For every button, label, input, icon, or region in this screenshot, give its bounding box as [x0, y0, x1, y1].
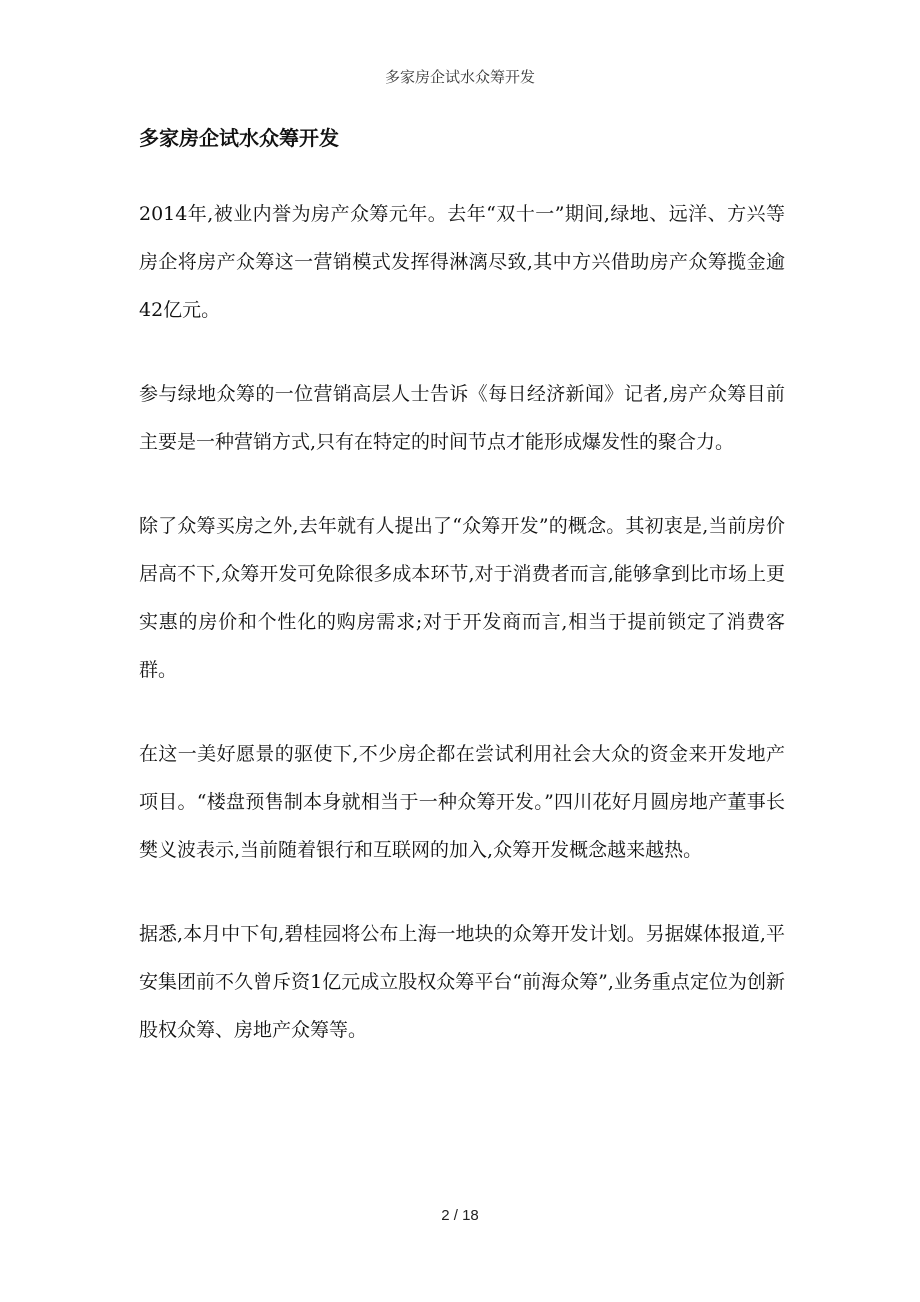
paragraph-2: 参与绿地众筹的一位营销高层人士告诉《每日经济新闻》记者,房产众筹目前主要是一种营销方式,只有在特定的时间节点才能形成爆发性的聚合力。: [139, 383, 785, 453]
running-header: 多家房企试水众筹开发: [384, 68, 535, 86]
paragraph-1: 2014年,被业内誉为房产众筹元年。去年“双十一”期间,绿地、远洋、方兴等房企将房产众筹这一营销模式发挥得淋漓尽致,其中方兴借助房产众筹揽金逾42亿元。: [139, 203, 785, 321]
paragraph-5: 据悉,本月中下旬,碧桂园将公布上海一地块的众筹开发计划。另据媒体报道,平安集团前不久曾斥资1亿元成立股权众筹平台“前海众筹”,业务重点定位为创新股权众筹、房地产众筹等。: [139, 923, 785, 1041]
article-title: 多家房企试水众筹开发: [139, 126, 339, 150]
paragraph-4: 在这一美好愿景的驱使下,不少房企都在尝试利用社会大众的资金来开发地产项目。“楼盘预售制本身就相当于一种众筹开发。”四川花好月圆房地产董事长樊义波表示,当前随着银行和互联网的加入,众筹开发概念越来越热。: [139, 743, 785, 861]
page-number: 2 / 18: [441, 1207, 479, 1224]
article-body: [139, 190, 785, 1090]
paragraph-3: 除了众筹买房之外,去年就有人提出了“众筹开发”的概念。其初衷是,当前房价居高不下,众筹开发可免除很多成本环节,对于消费者而言,能够拿到比市场上更实惠的房价和个性化的购房需求;对于开发商而言,相当于提前锁定了消费客群。: [139, 515, 785, 681]
